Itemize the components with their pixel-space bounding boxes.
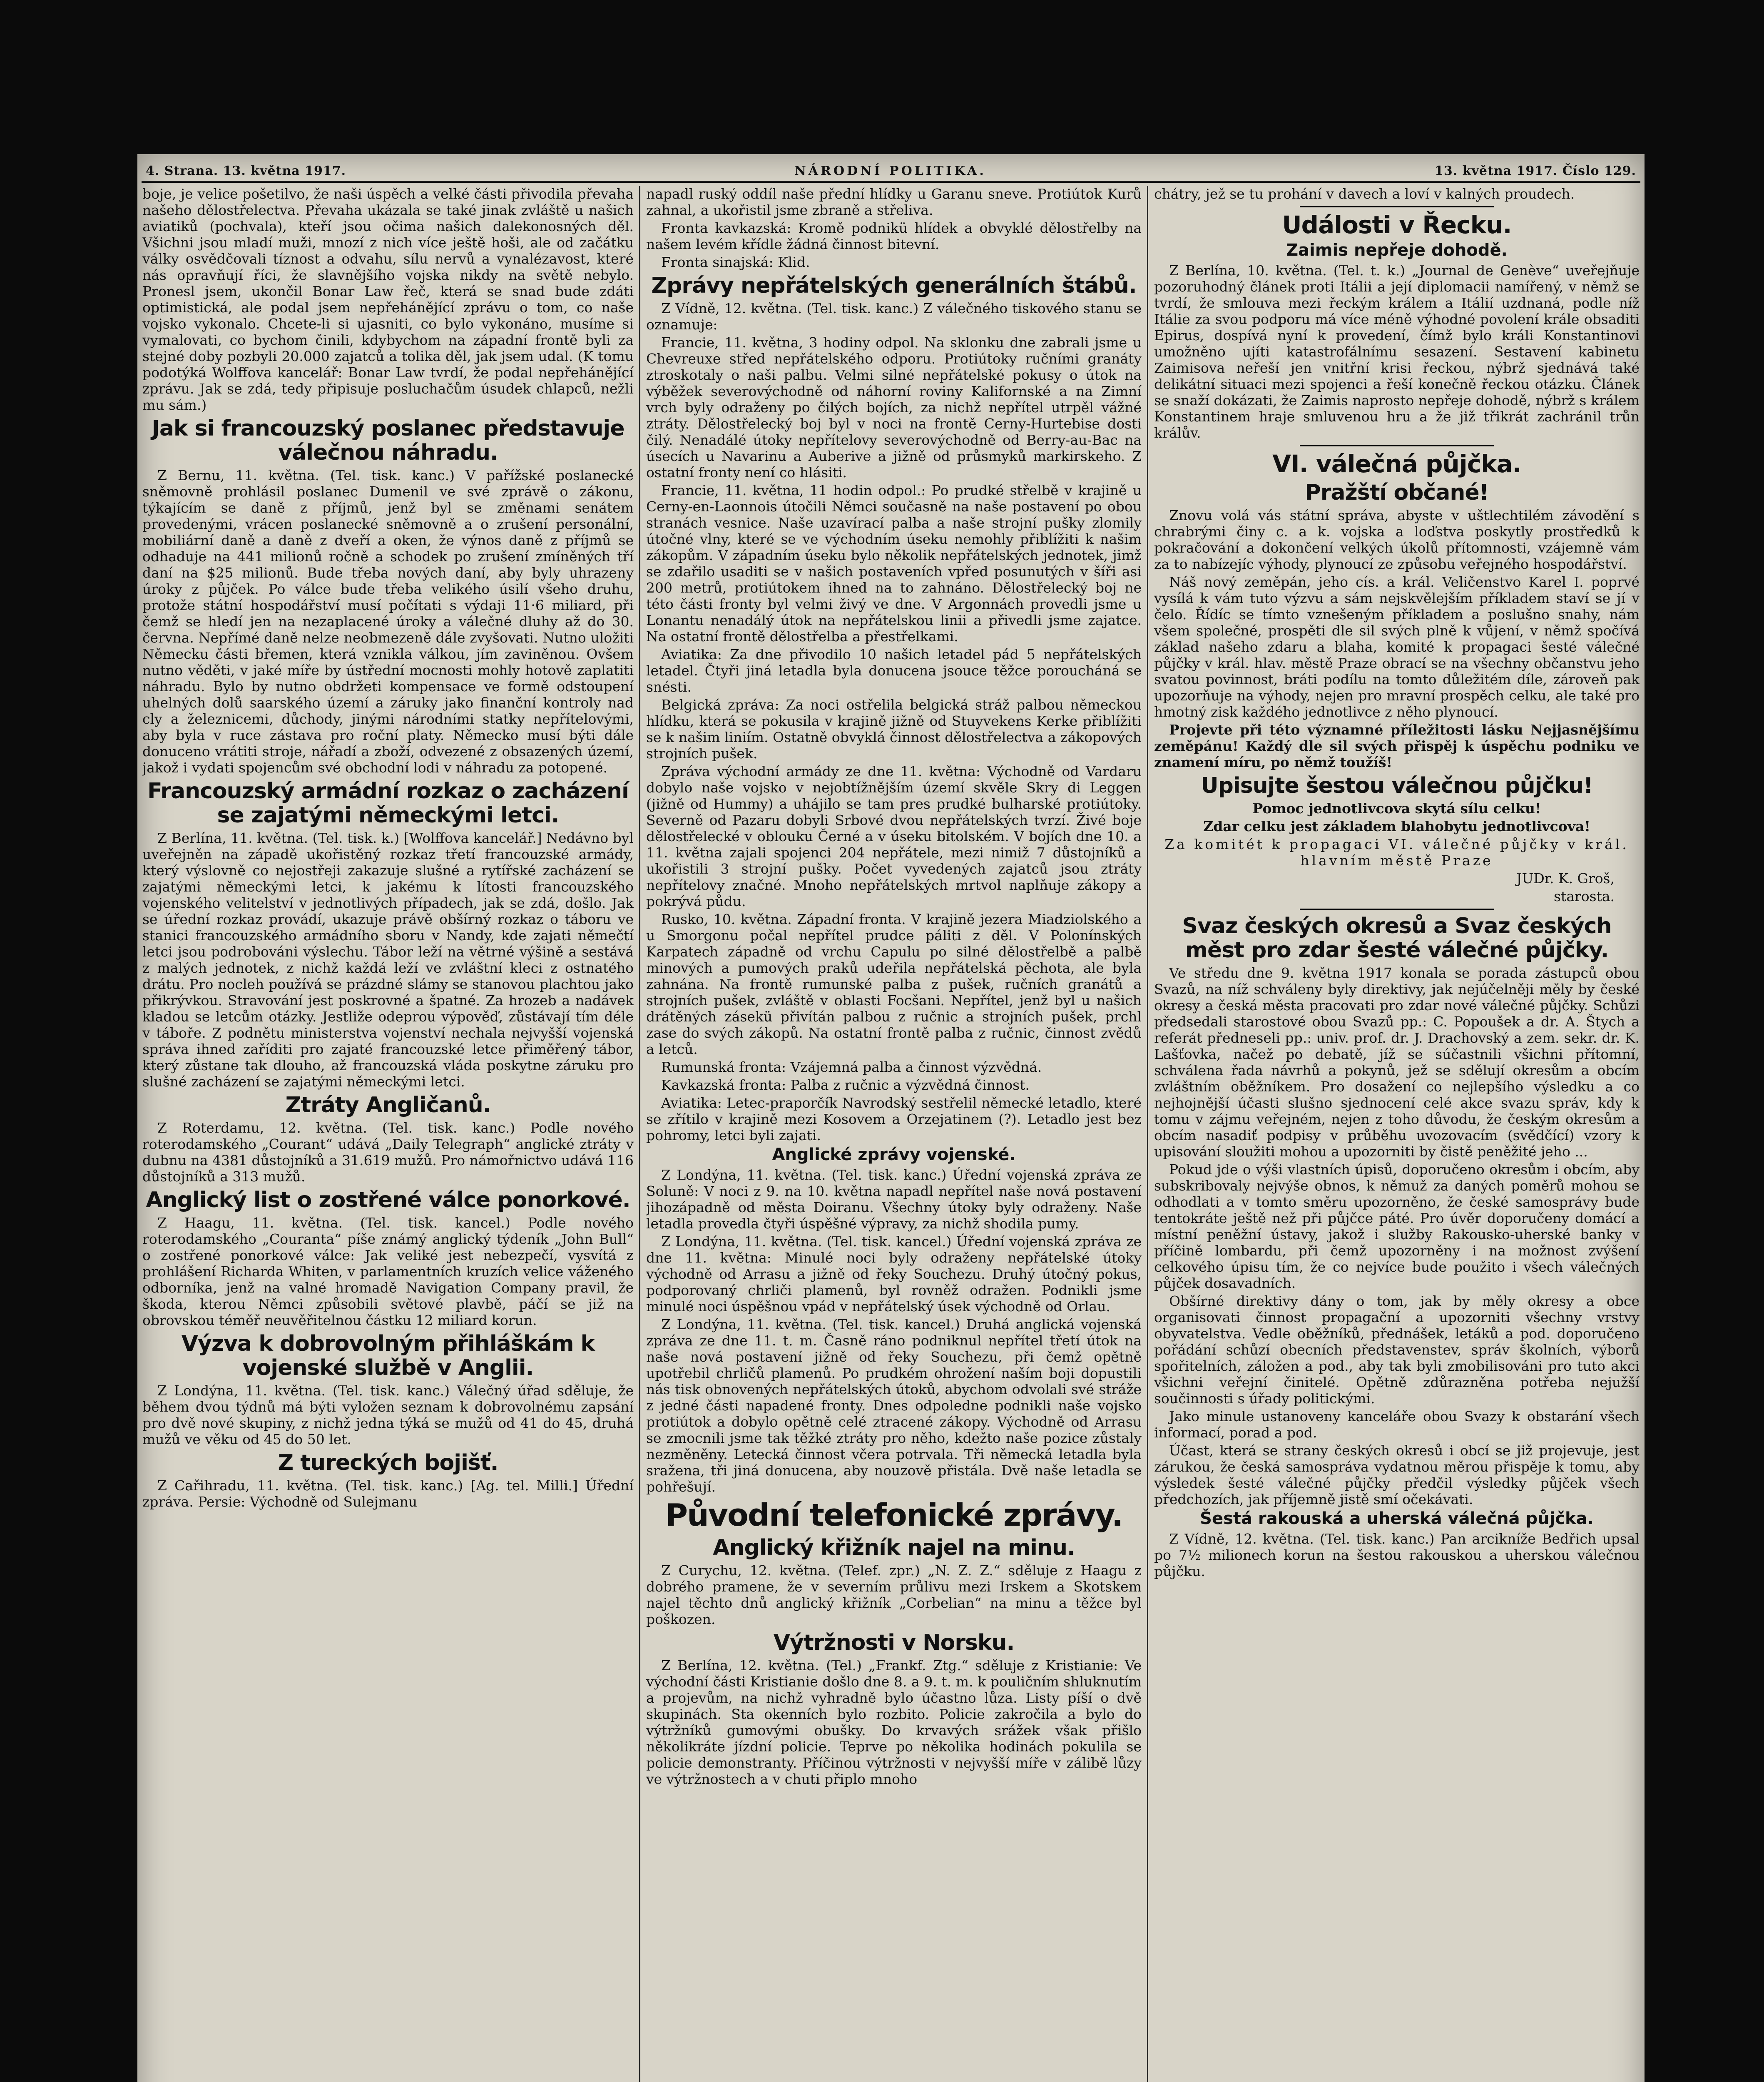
article-text: Z Berlína, 12. května. (Tel.) „Frankf. Ztg.“ sděluje z Kristianie: Ve východní části Kristianie došlo dne 8. a 9. t. m. k pouličním shluknutím a projevům, na nichž vyhradně bylo účastno lůza. Listy píší o dvě skupinách. Sta okenních bylo rozbito. Policie zakročila a bylo do výtržníků gumovými obušky. Do krvavých srážek však přišlo několikráte jízdní policie. Teprve po několika hodinách pokulila se policie demonstranty. Příčinou výtržnosti v nejvyšší míře v zálibě lůzy ve výtržnostech a v chuti připlo mnoho	[646, 1657, 1142, 1787]
section-subhead: Anglické zprávy vojenské.	[772, 1145, 1016, 1164]
article-headline: VI. válečná půjčka.	[1272, 450, 1521, 478]
article-text: Z Berlína, 11. května. (Tel. tisk. k.) [Wolffova kancelář.] Nedávno byl uveřejněn na západě ukořistěný rozkaz třetí francouzské armády, který výslovně co nejostřeji zakazuje slušné a rytířské zacházení se zajatými německými letci, k jakému k lítosti francouzského vojenského velitelství v jednotlivých případech, jak se zdá, došlo. Jak se úřední rozkaz provádí, ukazuje právě obšírný rozkaz o táboru ve stanici francouzského armádního sboru v Nandy, kde zajati němečtí letci jsou podrobováni výslechu. Tábor leží na větrné výšině a sestává z malých jednotek, z nichž každá leží ve zvláštní kleci z ostnatého drátu. Pro nocleh používá se prázdné slámy se stanovou plachtou jako přikrývkou. Stravování jest poskrovné a špatné. Za hrozeb a nadávek kladou se letcům otázky. Jestliže odeprou výpověď, zůstávají tím déle v táboře. Z podnětu ministerstva vojenství nechala nejvyšší vojenská správa ihned zaříditi pro zajaté francouzské letce přiměřený tábor, který zůstane tak dlouho, až francouzská vláda poskytne záruku pro slušné zacházení se zajatými německými letci.	[142, 830, 634, 1090]
signature-title: starosta.	[1554, 888, 1615, 904]
article-headline: Šestá rakouská a uherská válečná půjčka.	[1200, 1509, 1594, 1528]
article-text: Aviatika: Za dne přivodilo 10 našich letadel pád 5 nepřátelských letadel. Čtyři jiná letadla byla donucena jsouce těžce poroucháná se snésti.	[646, 646, 1142, 695]
section-banner-headline: Původní telefonické zprávy.	[665, 1497, 1123, 1533]
appeal-line: Pomoc jednotlivcova skytá sílu celku!	[1252, 800, 1541, 817]
article-headline: Ztráty Angličanů.	[285, 1093, 491, 1118]
article-headline: Jak si francouzský poslanec představuje válečnou náhradu.	[152, 416, 624, 465]
article-text: Náš nový zeměpán, jeho cís. a král. Veličenstvo Karel I. poprvé vysílá k vám tuto výzvu a sám nejskvělejším příkladem staví se jí v čelo. Řídíc se tímto vznešeným příkladem a poslušno snahy, nám všem společné, prospěti dle sil svých plně k vůjení, v němž spočívá základ našeho zdaru a blaha, komité k propagaci šesté válečné půjčky v král. hlav. městě Praze obrací se na všechny občanstvu jeho svatou povinnost, bráti podílu na tomto důležitém díle, zároveň pak upozorňuje na výhody, nejen pro mravní prospěch celku, ale také pro hmotný zisk každého jednotlivce z něho plynoucí.	[1154, 574, 1640, 720]
article-divider	[1300, 909, 1494, 910]
header-left: 4. Strana. 13. května 1917.	[146, 163, 346, 178]
article-text: Z Berlína, 10. května. (Tel. t. k.) „Journal de Genève“ uveřejňuje pozoruhodný článek proti Itálii a její diplomacii namířený, v němž se tvrdí, že smlouva mezi řeckým králem a Itálií uzdnaná, podle níž Itálie za svou podporu má více méně výhodné povolení krále obsaditi Epirus, dospívá nyní k provedení, čímž bylo králi Konstantinovi umožněno ujíti katastrofálnímu sesazení. Sestavení kabinetu Zaimisova neřeší jen vnitřní krisi řeckou, nýbrž sjednává také delikátní situaci mezi spojenci a řeší konečně řeckou otázku. Článek se snaží dokázati, že Zaimis naprosto nepřeje dohodě, nýbrž s králem Konstantinem hraje smluvenou hru a že již třikrát zachránil trůn králův.	[1154, 262, 1640, 441]
article-text: Aviatika: Letec-praporčík Navrodský sestřelil německé letadlo, které se zřítilo v krajině mezi Kosovem a Orzejatinem (?). Letadlo jest bez pohromy, letci byli zajati.	[646, 1095, 1142, 1143]
article-text: Rumunská fronta: Vzájemná palba a činnost výzvědná.	[661, 1059, 1042, 1075]
article-headline: Anglický křižník najel na minu.	[713, 1535, 1075, 1560]
article-headline: Zprávy nepřátelských generálních štábů.	[651, 273, 1137, 298]
article-text: Z Bernu, 11. května. (Tel. tisk. kanc.) V pařížské poslanecké sněmovně prohlásil poslanec Dumenil ve své zprávě o zákonu, týkajícím se daně z příjmů, jenž byl se změnami senátem provedenými, vrácen poslanecké sněmovně a o zrušení personální, mobiliární daně a daně z dveří a oken, že výnos daně z příjmů se odhaduje na 441 milionů ročně a schodek po zrušení zmíněných tří daní na $25 milionů. Bude třeba nových daní, aby byly uhrazeny úroky z půjček. Po válce bude třeba velikého úsilí všeho druhu, protože státní hospodářství musí počítati s výdaji 11·6 miliard, při čemž se hledí jen na nezaplacené úroky a válečné dluhy až do 30. června. Nepřímé daně nelze neobmezeně dále zvyšovati. Nutno uložiti Německu části břemen, která vznikla válkou, jím zaviněnou. Ovšem nutno věděti, v jaké míře by ústřední mocnosti mohly hotově zaplatiti náhradu. Bylo by nutno obdržeti kompensace ve formě odstoupení uhelných dolů saarského území a záruky jako finanční kontroly nad cly a železnicemi, důchody, jinými národními statky nepřítelovými, aby byla v ruce zástava pro roční platy. Německo musí býti dále donuceno vrátiti stroje, nářadí a zboží, odvezené z obsazených území, jakož i vydati spojencům své obchodní lodi v náhradu za potopené.	[142, 467, 634, 776]
column-divider	[1147, 186, 1148, 2082]
article-text: napadl ruský oddíl naše přední hlídky u Garanu sneve. Protiútok Kurů zahnal, a ukořistil jsme zbraně a střeliva.	[646, 186, 1142, 218]
article-text: Fronta sinajská: Klid.	[661, 254, 810, 270]
article-text: Pokud jde o výši vlastních úpisů, doporučeno okresům i obcím, aby subskribovaly nejvýše obnos, k němuž za daných poměrů mohou se odhodlati a v tomto směru upozorněno, že české samosprávy bude tentokráte ještě než při půjčce páté. Pro úvěr doporučeny domácí a místní peněžní ústavy, jakož i služby Rakousko-uherské banky v příčině lombardu, při čemž upozorněny i na možnost zvýšení celkového úpisu tím, že co nejvíce bude použito i všech válečných půjček dosavadních.	[1154, 1161, 1640, 1291]
column-2	[646, 186, 1142, 2082]
article-headline: Anglický list o zostřené válce ponorkové.	[146, 1188, 630, 1213]
article-text: Z Londýna, 11. května. (Tel. tisk. kancel.) Druhá anglická vojenská zpráva ze dne 11. t. m. Časně ráno podniknul nepřítel třetí útok na naše nová postavení jižně od řeky Souchezu, při čemž opětně upotřebil chrličů plamenů. Po prudkém ohrožení naším boji dopustili nás tisk obnovených nepřátelských útoků, abychom odvolali své stráže z jedné části napadené fronty. Dnes odpoledne podnikli naše vojsko protiútok a dobylo opětně celé ztracené zákopy. Východně od Arrasu se zmocnili jsme tak těžké ztráty pro něho, kdežto naše pozice zůstaly nezměněny. Letecká činnost včera potrvala. Tři německá letadla byla sražena, tři jiná donucena, aby nouzově přistála. Dvě naše letadla se pohřešují.	[646, 1316, 1142, 1495]
column-divider	[639, 186, 640, 2082]
appeal-committee: Za komitét k propagaci VI. válečné půjčky v král. hlavním městě Praze	[1164, 836, 1629, 869]
article-text: Francie, 11. května, 3 hodiny odpol. Na sklonku dne zabrali jsme u Chevreuxe střed nepřátelského odporu. Protiútoky ručními granáty ztroskotaly o naši palbu. Velmi silné nepřátelské pokusy o útok na výběžek severovýchodně od náhorní roviny Kalifornské a na Zimní vrch byly odraženy po čilých bojích, za nichž nepřítel utrpěl vážné ztráty. Dělostřelecký boj byl v noci na frontě Cerny-Hurtebise dosti čilý. Nenadálé útoky nepřítelovy severovýchodně od Berry-au-Bac na úsecích u Navarinu a Auberive a jižně od průsmyků markirskeho. Z ostatní fronty není co hlásiti.	[646, 334, 1142, 481]
article-headline: Z tureckých bojišť.	[278, 1450, 498, 1475]
article-headline: Svaz českých okresů a Svaz českých měst pro zdar šesté válečné půjčky.	[1182, 914, 1612, 963]
column-1	[142, 186, 634, 2082]
article-text: boje, je velice pošetilvo, že naši úspěch a velké části přivodila převaha našeho dělostřelectva. Převaha ukázala se také jinak zvláště u našich aviatiků (pochvala), kteří jsou očima našich dalekonosných děl. Všichni jsou mladí muži, mnozí z nich více ještě hoši, ale od začátku války osvědčovali tíznost a odvahu, sílu nervů a vynalézavost, které nás opravňují říci, že slavnějšího vojska nikdy na světě nebylo. Pronesl jsem, ukončil Bonar Law řeč, která se snad bude zdáti optimistická, ale podal jsem nepřehánějící zprávu o tom, co naše vojsko vykonalo. Chcete-li si ujasniti, co bylo vykonáno, musíme si vymalovati, co bychom činili, kdybychom na západní frontě byli za stejné doby pozbyli 20.000 zajatců a tolika děl, jak jsem udal. (K tomu podotýká Wolffova kancelář: Bonar Law tvrdí, že podal nepřehánějící zprávu. Jak se zdá, tedy připisuje posluchačům úsudek chlapců, nežli mu sám.)	[142, 186, 634, 413]
article-text: Z Curychu, 12. května. (Telef. zpr.) „N. Z. Z.“ sděluje z Haagu z dobrého pramene, že v severním průlivu mezi Irskem a Skotskem najel těchto dnů anglický křižník „Corbelian“ na minu a těžce byl poškozen.	[646, 1562, 1142, 1627]
article-text: Účast, která se strany českých okresů i obcí se již projevuje, jest zárukou, že česká samospráva vydatnou měrou přispěje k tomu, aby výsledek šesté válečné půjčky předčil výsledky půjček všech předchozích, jak příjemně jistě smí očekávati.	[1154, 1442, 1640, 1507]
article-text: Kavkazská fronta: Palba z ručnic a výzvědná činnost.	[661, 1077, 1030, 1093]
article-text: Zpráva východní armády ze dne 11. května: Východně od Vardaru dobylo naše vojsko v nejobtížnějším území skvěle Skry di Leggen (jižně od Hummy) a uhájilo se tam pres prudké bulharské protiútoky. Severně od Pazaru dobyli Srbové dvou nepřátelských tvrzí. Živé boje dělostřelecké v oblouku Černé a v úseku bitolském. V bojích dne 10. a 11. května zajali spojenci 204 nepřátele, mezi nimiž 7 důstojníků a ukořistili 3 strojní pušky. Počet vyvedených zajatců jsou ztráty nepřítelovy značné. Mnoho nepřátelských mrtvol naplňuje zákopy a pokrývá půdu.	[646, 763, 1142, 909]
article-text: Z Vídně, 12. května. (Tel. tisk. kanc.) Z válečného tiskového stanu se oznamuje:	[646, 300, 1142, 333]
article-text: Jako minule ustanoveny kanceláře obou Svazy k obstarání všech informací, porad a pod.	[1154, 1408, 1640, 1441]
article-headline: Události v Řecku.	[1282, 211, 1512, 239]
article-text: Z Haagu, 11. května. (Tel. tisk. kancel.) Podle nového roterodamského „Couranta“ píše známý anglický týdeník „John Bull“ o zostřené ponorkové válce: Jak veliké jest nebezpečí, vysvítá z prohlášení Richarda Whiten, v parlamentních kruzích velice váženého odborníka, jenž na valné hromadě Navigation Company pravil, že škoda, kterou Němci způsobili světové plavbě, páčí se již na obrovskou téměř neuvěřitelnou částku 12 miliard korun.	[142, 1215, 634, 1328]
column-3	[1154, 186, 1640, 2082]
page-header	[146, 162, 1636, 180]
article-divider	[1300, 206, 1494, 207]
article-text: Projevte při této významné příležitosti lásku Nejjasnějšímu zeměpánu! Každý dle sil svých přispěj k úspěchu podniku ve znamení míru, po němž toužíš!	[1154, 722, 1640, 770]
article-subheadline: Pražští občané!	[1305, 480, 1489, 505]
header-right: 13. května 1917. Číslo 129.	[1435, 163, 1636, 178]
article-headline: Výtržnosti v Norsku.	[773, 1630, 1015, 1655]
article-text: Belgická zpráva: Za noci ostřelila belgická stráž palbou německou hlídku, která se pokusila v krajině jižně od Stuyvekens Kerke přiblížiti se k našim liniím. Ostatně obvyklá činnost dělostřelectva a zákopových strojních pušek.	[646, 697, 1142, 762]
article-headline: Výzva k dobrovolným přihláškám k vojenské službě v Anglii.	[181, 1331, 595, 1380]
article-text: Obšírné direktivy dány o tom, jak by měly okresy a obce organisovati činnost propagační a upozorniti všechny vrstvy obyvatelstva. Vedle oběžníků, přednášek, letáků a pod. doporučeno pořádání schůzí obecních představenstev, správ školních, výborů spořitelních, záložen a pod., aby tak byli zmobilisováni pro tuto akci všichni veřejní činitelé. Opětně zdůrazněna potřeba nejužší součinnosti s úřady politickými.	[1154, 1293, 1640, 1407]
header-rule	[142, 181, 1640, 183]
article-text: Z Roterdamu, 12. května. (Tel. tisk. kanc.) Podle nového roterodamského „Courant“ udává „Daily Telegraph“ anglické ztráty v dubnu na 4381 důstojníků a 31.619 mužů. Pro námořnictvo udává 116 důstojníků a 313 mužů.	[142, 1120, 634, 1185]
appeal-headline: Upisujte šestou válečnou půjčku!	[1201, 773, 1593, 798]
article-text: Rusko, 10. května. Západní fronta. V krajině jezera Miadziolského a u Smorgonu počal nepřítel prudce páliti z děl. V Polonínských Karpatech západně od vrchu Capulu po silné dělostřelbě a palbě minových a pumových praků udeřila nepřátelská pěchota, ale byla zahnána. Na frontě rumunské palba z pušek, ručních granátů a strojních pušek, zvláště v oblasti Focšani. Nepřítel, jenž byl u našich drátěných zásekü přivítán palbou z ručnic a strojních pušek, prchl zase do svých zákopů. Na ostatní frontě palba z ručnic, činnost zvědů a letců.	[646, 911, 1142, 1057]
article-headline: Francouzský armádní rozkaz o zacházení se zajatými německými letci.	[147, 779, 629, 828]
newspaper-page	[137, 154, 1645, 2082]
article-text: chátry, jež se tu prohání v davech a loví v kalných proudech.	[1154, 186, 1575, 202]
article-text: Z Londýna, 11. května. (Tel. tisk. kanc.) Úřední vojenská zpráva ze Soluně: V noci z 9. na 10. května napadl nepřítel naše nová postavení jihozápadně od města Doiranu. Všechny útoky byly odraženy. Naše letadla provedla čtyři úspěšné výpravy, za nichž shodila pumy.	[646, 1167, 1142, 1232]
article-text: Ve středu dne 9. května 1917 konala se porada zástupců obou Svazů, na níž schváleny byly direktivy, jak nejúčelněji měly by české okresy a česká města pracovati pro zdar nové válečné půjčky. Schůzi předsedali starostové obou Svazů pp.: C. Popoušek a dr. A. Štych a referát předneseli pp.: univ. prof. dr. J. Drachovský a zem. sekr. dr. K. Lašťovka, načež po debatě, jíž se súčastnili všichni přítomní, schválena řada návrhů a pokynů, jež se sdělují okresům a obcím zvláštním oběžníkem. Pro dosažení co nejlepšího výsledku a co nejhojnější účasti slušno sjednocení celé akce svazu správ, kdy k tomu v zájmu veřejném, nejen z toho důvodu, že českým okresům a obcím nasadiť podpisy v průběhu uvozovacím (svědčící) vzory k upisování sloužiti mohou a upozorniti by čistě peněžité jeho ...	[1154, 965, 1640, 1160]
article-subheadline: Zaimis nepřeje dohodě.	[1286, 241, 1508, 260]
article-text: Z Londýna, 11. května. (Tel. tisk. kanc.) Válečný úřad sděluje, že během dvou týdnů má býti vyložen seznam k dobrovolnému zapsání pro dvě nové skupiny, z nichž jedna týká se mužů od 41 do 45, druhá mužů ve věku od 45 do 50 let.	[142, 1382, 634, 1447]
article-text: Francie, 11. května, 11 hodin odpol.: Po prudké střelbě v krajině u Cerny-en-Laonnois útočili Němci současně na naše postavení po obou stranách vesnice. Naše uzavírací palba a naše strojní pušky zlomily útočné vlny, které se ve východním úseku nemohly přiblížiti k našim zákopům. V západním úseku bylo několik nepřátelských jednotek, jimž se zdařilo usaditi se v našich postaveních vpřed posunutých v šíři asi 200 metrů, protiútokem ihned na to zahnáno. Dělostřelecký boj ne této části fronty byl velmi živý ve dne. V Argonnách provedli jsme u Lonantu nenadálý útok na nepřátelskou linii a přivedli jsme zajatce. Na ostatní frontě dělostřelba a přestřelkami.	[646, 482, 1142, 645]
article-divider	[1300, 445, 1494, 446]
article-text: Fronta kavkazská: Kromě podnikü hlídek a obvyklé dělostřelby na našem levém křídle žádná činnost bitevní.	[646, 220, 1142, 252]
article-text: Z Londýna, 11. května. (Tel. tisk. kancel.) Úřední vojenská zpráva ze dne 11. května: Minulé noci byly odraženy nepřátelské útoky východně od Arrasu a jižně od řeky Souchezu. Druhý útočný pokus, podporovaný chrliči plamenů, byl rovněž odražen. Podnikli jsme minulé noci úspěšnou vpád v nepřátelský úsek východně od Orlau.	[646, 1233, 1142, 1315]
signature-name: JUDr. K. Groš,	[1516, 870, 1615, 887]
appeal-line: Zdar celku jest základem blahobytu jednotlivcova!	[1203, 818, 1590, 834]
article-text: Znovu volá vás státní správa, abyste v uštlechtilém závodění s chrabrými činy c. a k. vojska a loďstva poskytly prostředků k pokračování a dokončení velkých úkolů přítomnosti, vzájemně vám za to nabízejíc výhody, plynoucí ze způsobu veřejného hospodářství.	[1154, 507, 1640, 572]
masthead-title: NÁRODNÍ POLITIKA.	[794, 163, 986, 178]
article-text: Z Cařihradu, 11. května. (Tel. tisk. kanc.) [Ag. tel. Milli.] Úřední zpráva. Persie: Východně od Sulejmanu	[142, 1477, 634, 1510]
article-text: Z Vídně, 12. května. (Tel. tisk. kanc.) Pan arcikníže Bedřich upsal po 7½ milionech korun na šestou rakouskou a uherskou válečnou půjčku.	[1154, 1531, 1640, 1579]
